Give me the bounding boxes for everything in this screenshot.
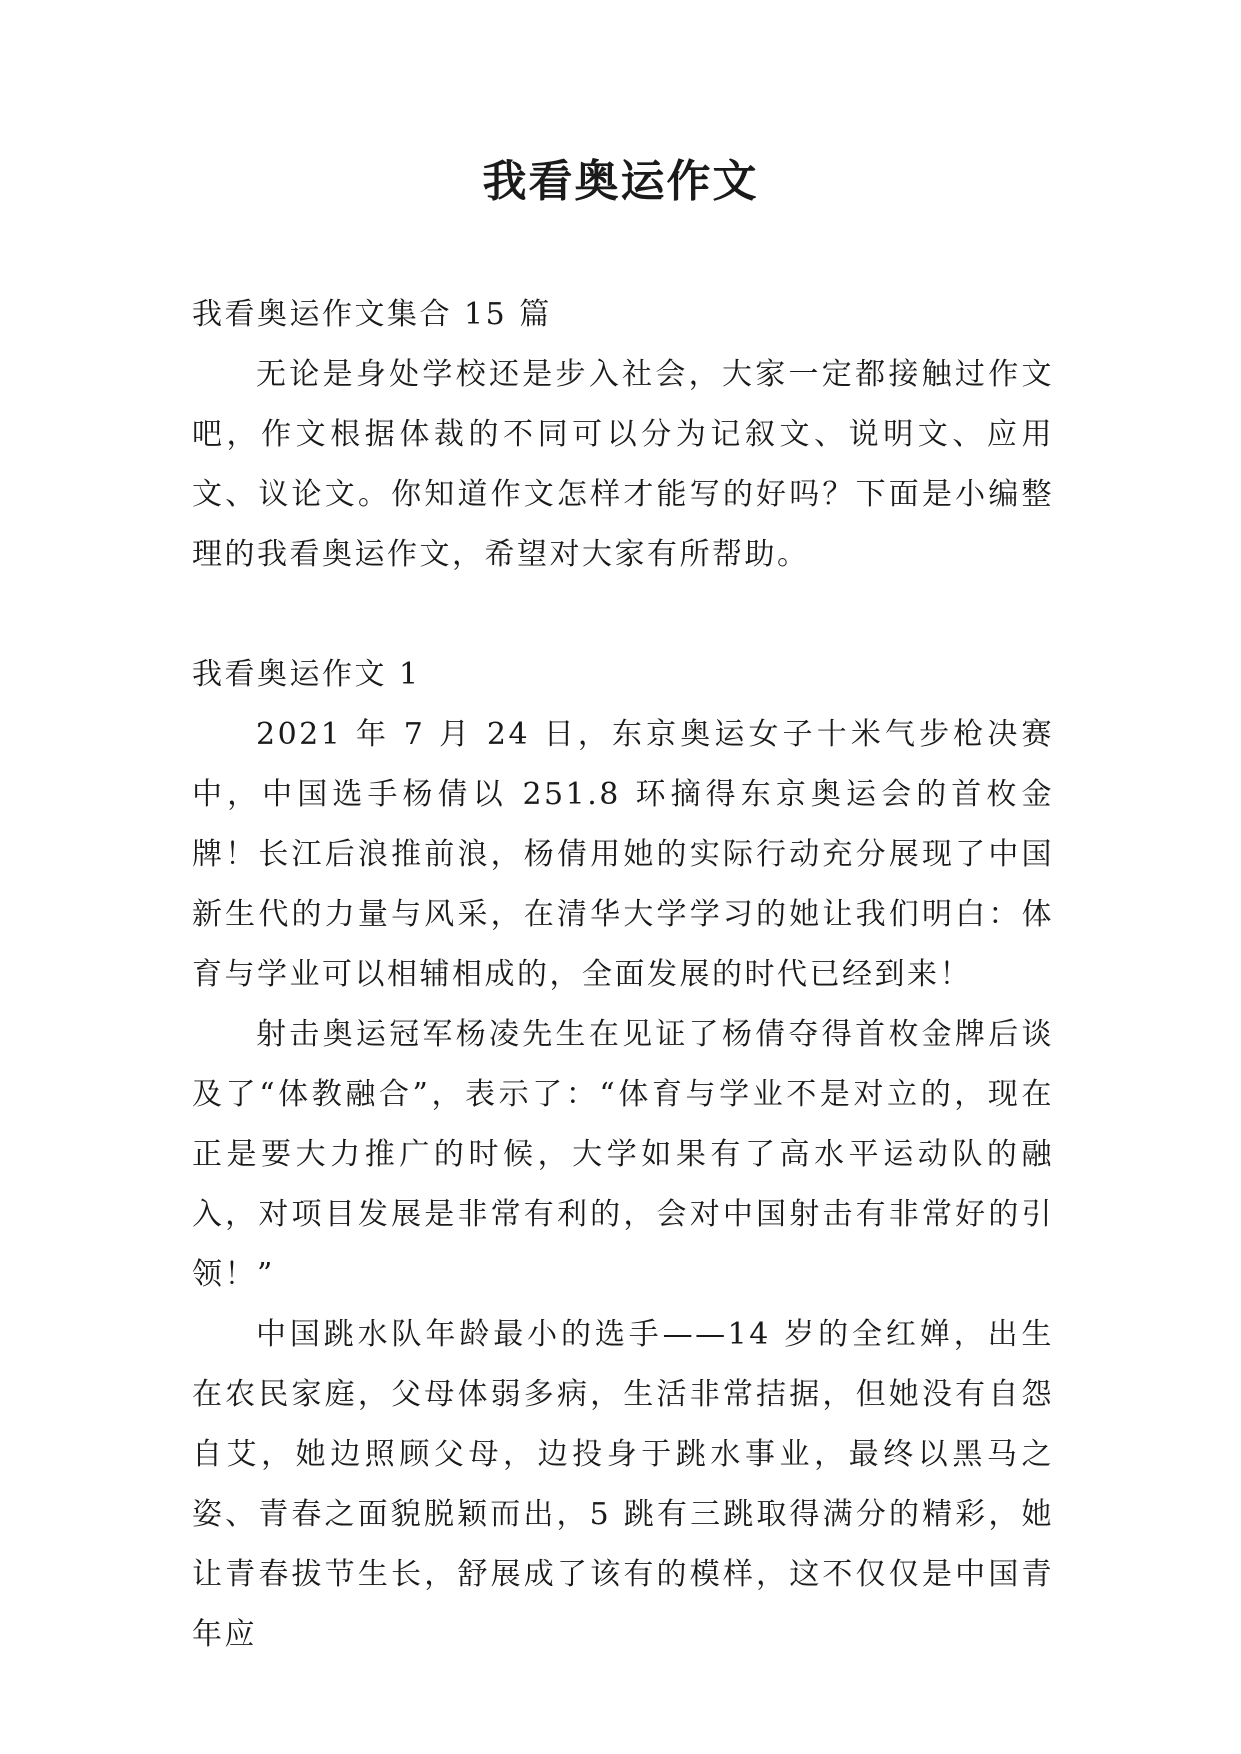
essay-paragraph-3: 中国跳水队年龄最小的选手——14 岁的全红婵，出生在农民家庭，父母体弱多病，生活非常拮据，但她没有自怨自艾，她边照顾父母，边投身于跳水事业，最终以黑马之姿、青春之面貌脱颖而出，5 跳有三跳取得满分的精彩，她让青春拔节生长，舒展成了该有的模样，这不仅仅是中国青年应 [192,1317,1054,1652]
section-spacer [192,585,1054,645]
essay-paragraph-1: 2021 年 7 月 24 日，东京奥运女子十米气步枪决赛中，中国选手杨倩以 251.8 环摘得东京奥运会的首枚金牌！长江后浪推前浪，杨倩用她的实际行动充分展现了中国新生代的力量与风采，在清华大学学习的她让我们明白：体育与学业可以相辅相成的，全面发展的时代已经到来！ [192,717,1054,992]
document-title: 我看奥运作文 [482,156,759,207]
collection-heading: 我看奥运作文集合 15 篇 [192,297,552,332]
essay-heading: 我看奥运作文 1 [192,657,421,692]
document-body [192,285,1054,1665]
essay-paragraph-2: 射击奥运冠军杨凌先生在见证了杨倩夺得首枚金牌后谈及了“体教融合”，表示了：“体育与学业不是对立的，现在正是要大力推广的时候，大学如果有了高水平运动队的融入，对项目发展是非常有利的，会对中国射击有非常好的引领！” [192,1017,1054,1292]
intro-paragraph: 无论是身处学校还是步入社会，大家一定都接触过作文吧，作文根据体裁的不同可以分为记叙文、说明文、应用文、议论文。你知道作文怎样才能写的好吗？下面是小编整理的我看奥运作文，希望对大家有所帮助。 [192,357,1054,572]
